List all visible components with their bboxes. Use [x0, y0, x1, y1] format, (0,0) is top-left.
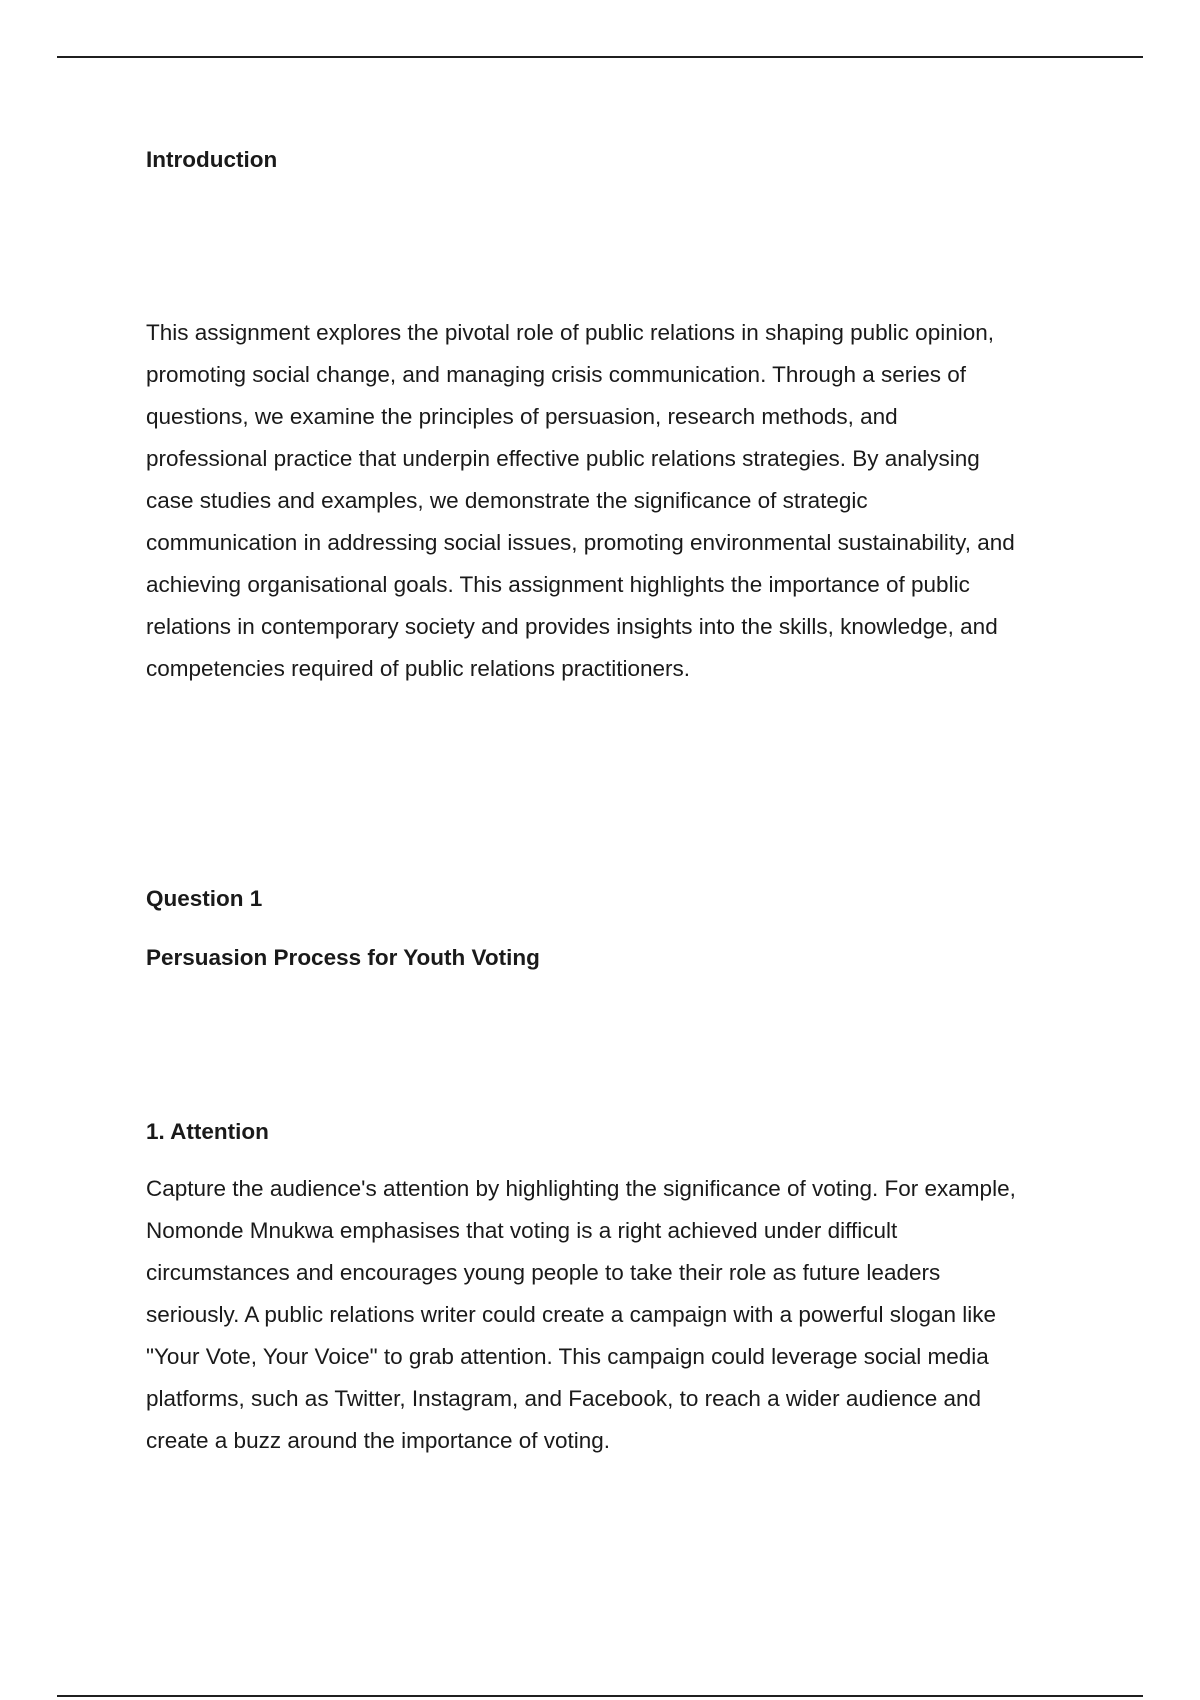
top-rule [57, 56, 1143, 58]
question-1-subheading: Persuasion Process for Youth Voting [146, 945, 540, 970]
paragraph-line: "Your Vote, Your Voice" to grab attention. This campaign could leverage social media [146, 1344, 989, 1369]
paragraph-line: This assignment explores the pivotal role of public relations in shaping public opinion, [146, 320, 994, 345]
paragraph-line: relations in contemporary society and provides insights into the skills, knowledge, and [146, 614, 998, 639]
paragraph-line: communication in addressing social issues, promoting environmental sustainability, and [146, 530, 1015, 555]
paragraph-line: seriously. A public relations writer could create a campaign with a powerful slogan like [146, 1302, 997, 1327]
introduction-heading: Introduction [146, 147, 278, 172]
question-1-heading: Question 1 [146, 886, 263, 911]
paragraph-line: questions, we examine the principles of persuasion, research methods, and [146, 404, 898, 429]
paragraph-line: competencies required of public relations practitioners. [146, 656, 691, 681]
attention-paragraph [146, 1168, 1106, 1462]
paragraph-line: create a buzz around the importance of voting. [146, 1428, 611, 1453]
paragraph-line: achieving organisational goals. This assignment highlights the importance of public [146, 572, 970, 597]
paragraph-line: platforms, such as Twitter, Instagram, and Facebook, to reach a wider audience and [146, 1386, 982, 1411]
paragraph-line: promoting social change, and managing crisis communication. Through a series of [146, 362, 967, 387]
paragraph-line: professional practice that underpin effective public relations strategies. By analysing [146, 446, 980, 471]
paragraph-line: Nomonde Mnukwa emphasises that voting is a right achieved under difficult [146, 1218, 898, 1243]
attention-heading: 1. Attention [146, 1119, 269, 1144]
paragraph-line: Capture the audience's attention by highlighting the significance of voting. For example, [146, 1176, 1016, 1201]
introduction-paragraph [146, 312, 1106, 690]
bottom-rule [57, 1695, 1143, 1697]
paragraph-line: circumstances and encourages young people to take their role as future leaders [146, 1260, 941, 1285]
paragraph-line: case studies and examples, we demonstrate the significance of strategic [146, 488, 868, 513]
